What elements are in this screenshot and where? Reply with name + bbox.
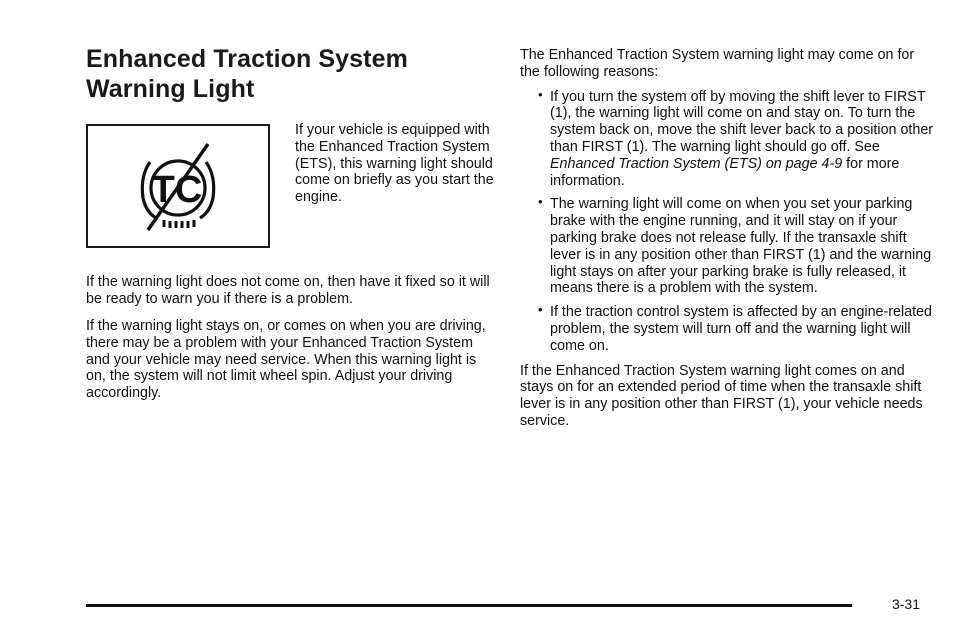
page-heading xyxy=(86,44,486,104)
bullet-2-text: The warning light will come on when you set your parking brake with the engine running, and it will stay on if your parking brake does not release fully. If the transaxle shift lever is in any position other than FIRST (1) and the warning light stays on after your parking brake is fully released, it means there is a problem with the system. xyxy=(550,196,932,297)
bullet-1-text-b: for more information. xyxy=(550,155,900,189)
heading-line-2: Warning Light xyxy=(86,75,255,103)
list-item xyxy=(520,304,935,354)
traction-control-off-icon xyxy=(88,126,268,246)
footer-divider xyxy=(86,604,852,607)
left-paragraph-1: If the warning light does not come on, then have it fixed so it will be ready to warn you if there is a problem. xyxy=(86,274,490,307)
warning-light-icon-box xyxy=(86,124,270,248)
traction-control-label: TC xyxy=(151,169,203,211)
closing-paragraph: If the Enhanced Traction System warning light comes on and stays on for an extended period of time when the transaxle shift lever is in any position other than FIRST (1), your vehicle needs service. xyxy=(520,362,923,429)
bullet-icon: • xyxy=(538,194,543,210)
list-item xyxy=(520,86,935,190)
bullet-icon: • xyxy=(538,302,543,318)
cross-reference-link[interactable]: Enhanced Traction System (ETS) on page 4-9 xyxy=(550,155,843,172)
left-paragraph-2: If the warning light stays on, or comes on when you are driving, there may be a problem with your Enhanced Traction System and your vehicle may need service. When this warning light is on, the system will not limit wheel spin. Adjust your driving accordingly. xyxy=(86,318,486,402)
heading-line-1: Enhanced Traction System xyxy=(86,45,408,73)
reasons-intro: The Enhanced Traction System warning light may come on for the following reasons: xyxy=(520,47,915,80)
right-column xyxy=(520,47,935,430)
bullet-icon: • xyxy=(538,86,543,102)
reasons-list xyxy=(520,86,935,355)
list-item xyxy=(520,196,935,297)
bullet-1-text-a: If you turn the system off by moving the shift lever to FIRST (1), the warning light will come on and stay on. To turn the system back on, move the shift lever back to a position other than FIRST (1). The warning light should go off. See xyxy=(550,88,934,155)
bullet-3-text: If the traction control system is affected by an engine-related problem, the system will turn off and the warning light will come on. xyxy=(550,304,932,354)
icon-side-text: If your vehicle is equipped with the Enhanced Traction System (ETS), this warning light should come on briefly as you start the engine. xyxy=(295,122,494,206)
page-number: 3-31 xyxy=(891,596,920,612)
